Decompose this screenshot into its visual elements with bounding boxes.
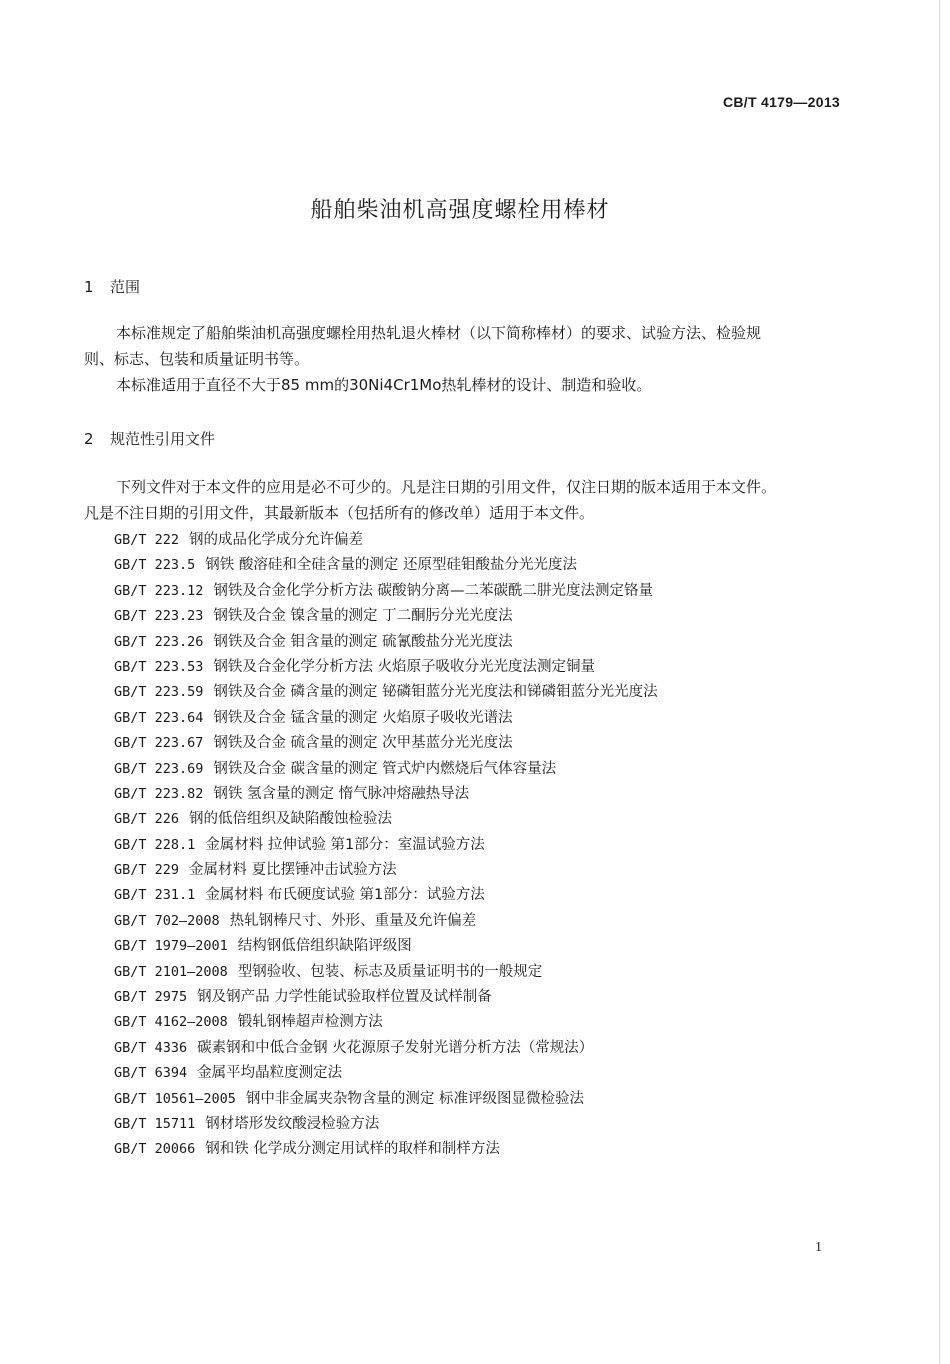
reference-code: GB/T 223.59 [114, 684, 204, 701]
reference-item [114, 630, 658, 655]
reference-item [114, 553, 658, 578]
reference-title: 钢铁及合金化学分析方法 火焰原子吸收分光光度法测定铜量 [213, 658, 596, 675]
reference-code: GB/T 223.12 [114, 582, 204, 599]
reference-code: GB/T 223.67 [114, 735, 204, 752]
reference-code: GB/T 10561—2005 [114, 1090, 236, 1107]
reference-code: GB/T 229 [114, 862, 180, 879]
reference-item [114, 909, 658, 934]
reference-title: 钢的成品化学成分允许偏差 [189, 532, 364, 548]
reference-item [114, 706, 658, 731]
reference-code: GB/T 223.69 [114, 760, 204, 777]
reference-item [114, 655, 658, 680]
reference-title: 钢及钢产品 力学性能试验取样位置及试样制备 [197, 989, 492, 1006]
reference-item [114, 1112, 658, 1137]
scope-paragraph-1 [84, 320, 844, 372]
reference-title: 金属材料 布氏硬度试验 第1部分：试验方法 [205, 887, 485, 904]
reference-title: 钢铁及合金 锰含量的测定 火焰原子吸收光谱法 [213, 709, 513, 726]
reference-item [114, 1087, 658, 1112]
reference-title: 型钢验收、包装、标志及质量证明书的一般规定 [237, 963, 543, 980]
reference-title: 热轧钢棒尺寸、外形、重量及允许偏差 [229, 912, 477, 929]
reference-item [114, 579, 658, 604]
reference-item [114, 833, 658, 858]
reference-code: GB/T 223.64 [114, 709, 204, 726]
reference-title: 碳素钢和中低合金钢 火花源原子发射光谱分析方法（常规法） [197, 1039, 594, 1056]
reference-code: GB/T 702—2008 [114, 912, 220, 929]
reference-title: 金属材料 夏比摆锤冲击试验方法 [189, 862, 397, 879]
reference-code: GB/T 223.26 [114, 633, 204, 650]
reference-title: 钢铁及合金 钼含量的测定 硫氰酸盐分光光度法 [213, 633, 513, 650]
document-code: CB/T 4179—2013 [722, 94, 840, 110]
reference-item [114, 757, 658, 782]
reference-code: GB/T 2101—2008 [114, 963, 228, 980]
reference-item [114, 604, 658, 629]
reference-title: 钢材塔形发纹酸浸检验方法 [205, 1115, 380, 1132]
section-2-heading [84, 428, 215, 449]
paragraph-line: 则、标志、包装和质量证明书等。 [84, 350, 310, 368]
reference-item [114, 528, 658, 553]
reference-title: 钢的低倍组织及缺陷酸蚀检验法 [189, 811, 393, 828]
reference-title: 钢铁及合金 硫含量的测定 次甲基蓝分光光度法 [213, 735, 513, 752]
reference-code: GB/T 223.53 [114, 658, 204, 675]
reference-code: GB/T 4162—2008 [114, 1014, 228, 1031]
section-number: 2 [84, 430, 94, 448]
page-number: 1 [815, 1240, 822, 1255]
scan-edge-line [939, 0, 940, 1364]
reference-code: GB/T 15711 [114, 1115, 196, 1132]
reference-code: GB/T 222 [114, 532, 180, 548]
reference-title: 钢中非金属夹杂物含量的测定 标准评级图显微检验法 [245, 1090, 585, 1107]
normative-reference-list [114, 528, 658, 1163]
reference-title: 钢铁 氢含量的测定 惰气脉冲熔融热导法 [213, 785, 470, 802]
scope-paragraph-2 [84, 372, 844, 398]
reference-title: 钢铁及合金化学分析方法 碳酸钠分离—二苯碳酰二肼光度法测定铬量 [213, 582, 654, 599]
reference-item [114, 680, 658, 705]
reference-item [114, 1061, 658, 1086]
reference-code: GB/T 6394 [114, 1065, 188, 1082]
reference-title: 钢铁及合金 碳含量的测定 管式炉内燃烧后气体容量法 [213, 760, 557, 777]
reference-title: 钢铁 酸溶硅和全硅含量的测定 还原型硅钼酸盐分光光度法 [205, 557, 577, 574]
reference-item [114, 807, 658, 832]
section-1-heading [84, 276, 140, 297]
reference-code: GB/T 223.23 [114, 608, 204, 625]
reference-item [114, 1010, 658, 1035]
paragraph-line: 本标准适用于直径不大于85 mm的30Ni4Cr1Mo热轧棒材的设计、制造和验收。 [116, 376, 652, 394]
reference-code: GB/T 223.5 [114, 557, 196, 574]
reference-code: GB/T 231.1 [114, 887, 196, 904]
reference-title: 钢铁及合金 磷含量的测定 铋磷钼蓝分光光度法和锑磷钼蓝分光光度法 [213, 684, 658, 701]
document-title: 船舶柴油机高强度螺栓用棒材 [310, 198, 610, 223]
reference-item [114, 985, 658, 1010]
reference-title: 结构钢低倍组织缺陷评级图 [237, 938, 412, 955]
reference-title: 钢和铁 化学成分测定用试样的取样和制样方法 [205, 1141, 500, 1158]
reference-item [114, 858, 658, 883]
reference-title: 锻轧钢棒超声检测方法 [237, 1014, 383, 1031]
paragraph-line: 下列文件对于本文件的应用是必不可少的。凡是注日期的引用文件，仅注日期的版本适用于本文件。 [116, 478, 777, 496]
reference-item [114, 934, 658, 959]
reference-code: GB/T 1979—2001 [114, 938, 228, 955]
reference-title: 金属材料 拉伸试验 第1部分：室温试验方法 [205, 836, 485, 853]
paragraph-line: 凡是不注日期的引用文件，其最新版本（包括所有的修改单）适用于本文件。 [84, 504, 595, 522]
reference-code: GB/T 4336 [114, 1039, 188, 1056]
reference-item [114, 731, 658, 756]
section-title: 范围 [110, 278, 141, 296]
paragraph-line: 本标准规定了船舶柴油机高强度螺栓用热轧退火棒材（以下简称棒材）的要求、试验方法、检验规 [116, 324, 762, 342]
reference-item [114, 960, 658, 985]
reference-item [114, 1036, 658, 1061]
section-title: 规范性引用文件 [110, 430, 216, 448]
reference-code: GB/T 226 [114, 811, 180, 828]
reference-item [114, 883, 658, 908]
section-number: 1 [84, 278, 94, 296]
reference-code: GB/T 20066 [114, 1141, 196, 1158]
reference-item [114, 1137, 658, 1162]
reference-code: GB/T 228.1 [114, 836, 196, 853]
reference-code: GB/T 2975 [114, 989, 188, 1006]
reference-code: GB/T 223.82 [114, 785, 204, 802]
references-intro [84, 474, 844, 526]
reference-item [114, 782, 658, 807]
reference-title: 金属平均晶粒度测定法 [197, 1065, 343, 1082]
reference-title: 钢铁及合金 镍含量的测定 丁二酮肟分光光度法 [213, 608, 513, 625]
